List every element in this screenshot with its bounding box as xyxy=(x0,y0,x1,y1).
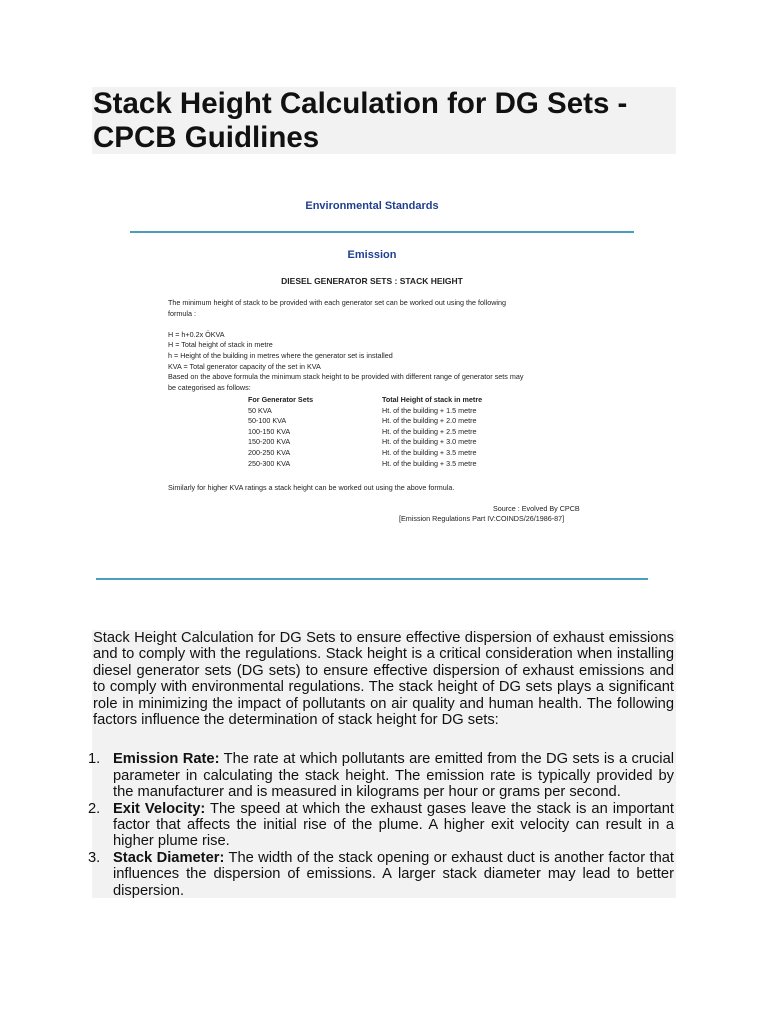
table-column-gensets xyxy=(248,395,313,469)
table-header: Total Height of stack in metre xyxy=(382,395,483,404)
factor-list xyxy=(88,751,676,899)
list-text: The rate at which pollutants are emitted from the DG sets is a crucial parameter in calculating the stack height. The emission rate is typically provided by the manufacturer and is measured in kilograms per hour or grams per second. xyxy=(113,751,674,801)
figure-intro xyxy=(168,298,523,393)
list-text: The width of the stack opening or exhaust duct is another factor that influences the dispersion of emissions. A larger stack diameter may lead to better dispersion. xyxy=(113,849,674,899)
list-number: 1. xyxy=(88,751,101,768)
table-cell: 50 KVA xyxy=(248,405,272,415)
list-number: 3. xyxy=(88,849,101,866)
embedded-figure xyxy=(96,190,648,585)
list-item xyxy=(88,751,676,801)
figure-table-title: DIESEL GENERATOR SETS : STACK HEIGHT xyxy=(281,276,463,286)
list-item xyxy=(88,849,676,899)
intro-line: KVA = Total generator capacity of the set in KVA xyxy=(168,361,321,371)
table-cell: 150-200 KVA xyxy=(248,437,291,447)
divider-top xyxy=(130,231,634,233)
figure-note: Similarly for higher KVA ratings a stack height can be worked out using the above formula. xyxy=(168,483,455,492)
table-cell: Ht. of the building + 3.0 metre xyxy=(382,437,477,447)
table-cell: Ht. of the building + 2.0 metre xyxy=(382,416,477,426)
title-box xyxy=(92,87,676,154)
table-cell: 250-300 KVA xyxy=(248,458,291,468)
page-title: Stack Height Calculation for DG Sets - CPCB Guidlines xyxy=(93,87,628,154)
intro-line: H = Total height of stack in metre xyxy=(168,340,273,350)
figure-source-reference: [Emission Regulations Part IV:COINDS/26/1986-87] xyxy=(399,514,565,523)
intro-line: formula : xyxy=(168,308,196,318)
intro-paragraph: Stack Height Calculation for DG Sets to ensure effective dispersion of exhaust emissions and to comply with the regulations. Stack height is a critical consideration when installing diesel generator sets (DG sets) to ensure effective dispersion of exhaust emissions and to comply with environmental regulations. The stack height of DG sets plays a significant role in minimizing the impact of pollutants on air quality and human health. The following factors influence the determination of stack height for DG sets: xyxy=(93,630,674,729)
table-header: For Generator Sets xyxy=(248,395,314,404)
table-cell: 200-250 KVA xyxy=(248,447,291,457)
intro-line: The minimum height of stack to be provided with each generator set can be worked out using the following xyxy=(168,298,507,307)
intro-line xyxy=(168,319,523,330)
list-text: The speed at which the exhaust gases leave the stack is an important factor that affects the initial rise of the plume. A higher exit velocity can result in a higher plume rise. xyxy=(113,800,674,850)
table-cell: Ht. of the building + 2.5 metre xyxy=(382,426,477,436)
list-number: 2. xyxy=(88,800,101,817)
table-cell: 50-100 KVA xyxy=(248,416,287,426)
table-cell: 100-150 KVA xyxy=(248,426,291,436)
table-cell: Ht. of the building + 3.5 metre xyxy=(382,447,477,457)
list-item xyxy=(88,800,676,850)
intro-line: h = Height of the building in metres where the generator set is installed xyxy=(168,350,393,360)
table-cell: Ht. of the building + 1.5 metre xyxy=(382,405,477,415)
table-column-height xyxy=(382,395,482,469)
table-cell: Ht. of the building + 3.5 metre xyxy=(382,458,477,468)
figure-source: Source : Evolved By CPCB xyxy=(493,504,580,513)
intro-line: Based on the above formula the minimum stack height to be provided with different range of generator sets may xyxy=(168,372,524,382)
list-term: Stack Diameter: xyxy=(113,849,225,866)
body-text xyxy=(88,630,676,899)
list-term: Exit Velocity: xyxy=(113,800,206,817)
list-term: Emission Rate: xyxy=(113,751,220,768)
intro-line: be categorised as follows: xyxy=(168,382,251,392)
divider-bottom xyxy=(96,578,648,580)
figure-heading: Environmental Standards xyxy=(305,200,439,212)
intro-line: H = h+0.2x ÖKVA xyxy=(168,329,225,339)
figure-subheading: Emission xyxy=(347,249,397,261)
